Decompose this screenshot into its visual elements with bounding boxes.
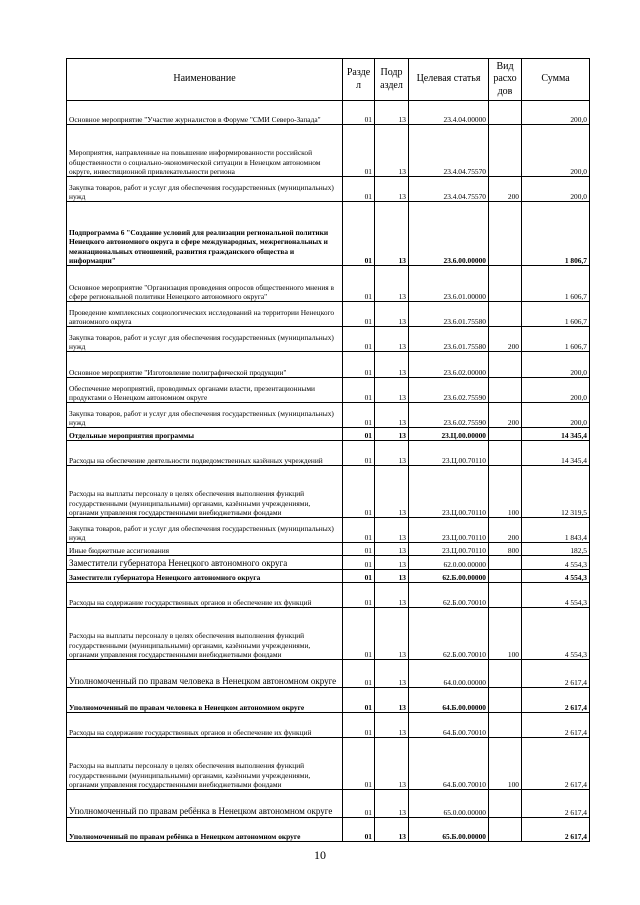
cell-expense-type: [489, 570, 522, 583]
table-header-row: [67, 59, 590, 101]
cell-podrazdel: 13: [375, 352, 409, 378]
cell-podrazdel: 13: [375, 660, 409, 688]
cell-sum: 1 606,7: [522, 327, 590, 352]
cell-target-article: 64.0.00.00000: [409, 660, 489, 688]
cell-expense-type: [489, 790, 522, 818]
cell-razdel: 01: [343, 266, 375, 302]
cell-razdel: 01: [343, 543, 375, 556]
cell-name: Отдельные мероприятия программы: [67, 428, 343, 441]
header-podrazdel: Подр аздел: [375, 59, 409, 101]
cell-sum: 12 319,5: [522, 466, 590, 518]
cell-expense-type: [489, 202, 522, 266]
cell-razdel: 01: [343, 327, 375, 352]
cell-sum: 200,0: [522, 352, 590, 378]
table-row: [67, 608, 590, 660]
table-row: [67, 177, 590, 202]
cell-expense-type: 100: [489, 608, 522, 660]
cell-podrazdel: 13: [375, 378, 409, 403]
table-row: [67, 101, 590, 125]
cell-razdel: 01: [343, 556, 375, 570]
cell-sum: 2 617,4: [522, 790, 590, 818]
cell-sum: 200,0: [522, 177, 590, 202]
cell-name: Уполномоченный по правам ребёнка в Ненецком автономном округе: [67, 818, 343, 842]
cell-name: Подпрограмма 6 "Создание условий для реализации региональной политики Ненецкого автономного округа в сфере международных, межрегиональных и межнациональных отношений, развития гражданского общества и информации": [67, 202, 343, 266]
table-row: [67, 352, 590, 378]
cell-sum: 14 345,4: [522, 428, 590, 441]
cell-sum: 200,0: [522, 403, 590, 428]
cell-expense-type: 800: [489, 543, 522, 556]
cell-podrazdel: 13: [375, 608, 409, 660]
table-row: [67, 428, 590, 441]
cell-target-article: 23.6.02.75590: [409, 378, 489, 403]
cell-razdel: 01: [343, 660, 375, 688]
cell-razdel: 01: [343, 818, 375, 842]
cell-target-article: 23.Ц.00.70110: [409, 518, 489, 543]
cell-expense-type: [489, 266, 522, 302]
cell-expense-type: 200: [489, 177, 522, 202]
cell-target-article: 62.Б.00.70010: [409, 608, 489, 660]
table-row: [67, 266, 590, 302]
table-row: [67, 543, 590, 556]
cell-razdel: 01: [343, 428, 375, 441]
cell-target-article: 62.0.00.00000: [409, 556, 489, 570]
cell-name: Закупка товаров, работ и услуг для обеспечения государственных (муниципальных) нужд: [67, 403, 343, 428]
cell-target-article: 64.Б.00.70010: [409, 738, 489, 790]
table-row: [67, 688, 590, 713]
cell-target-article: 62.Б.00.70010: [409, 583, 489, 608]
cell-name: Закупка товаров, работ и услуг для обеспечения государственных (муниципальных) нужд: [67, 518, 343, 543]
cell-razdel: 01: [343, 177, 375, 202]
table-row: [67, 125, 590, 177]
cell-name: Закупка товаров, работ и услуг для обеспечения государственных (муниципальных) нужд: [67, 327, 343, 352]
cell-name: Расходы на выплаты персоналу в целях обеспечения выполнения функций государственными (муниципальными) органами, казёнными учреждениями, органами управления государственными внебюджетными фондами: [67, 738, 343, 790]
cell-razdel: 01: [343, 713, 375, 738]
page-number: 10: [314, 848, 326, 862]
cell-razdel: 01: [343, 518, 375, 543]
cell-sum: 200,0: [522, 125, 590, 177]
cell-sum: 1 843,4: [522, 518, 590, 543]
cell-target-article: 23.Ц.00.70110: [409, 543, 489, 556]
table-row: [67, 403, 590, 428]
cell-name: Расходы на выплаты персоналу в целях обеспечения выполнения функций государственными (муниципальными) органами, казёнными учреждениями, органами управления государственными внебюджетными фондами: [67, 466, 343, 518]
cell-expense-type: 200: [489, 327, 522, 352]
table-row: [67, 378, 590, 403]
cell-name: Заместители губернатора Ненецкого автономного округа: [67, 570, 343, 583]
header-expense-type: Вид расхо дов: [489, 59, 522, 101]
cell-podrazdel: 13: [375, 466, 409, 518]
table-row: [67, 556, 590, 570]
cell-sum: 1 806,7: [522, 202, 590, 266]
cell-name: Расходы на содержание государственных органов и обеспечение их функций: [67, 713, 343, 738]
cell-sum: 14 345,4: [522, 441, 590, 466]
cell-expense-type: [489, 101, 522, 125]
cell-sum: 182,5: [522, 543, 590, 556]
cell-podrazdel: 13: [375, 790, 409, 818]
cell-podrazdel: 13: [375, 713, 409, 738]
cell-razdel: 01: [343, 466, 375, 518]
cell-target-article: 23.4.04.75570: [409, 177, 489, 202]
cell-sum: 2 617,4: [522, 660, 590, 688]
cell-expense-type: 100: [489, 466, 522, 518]
cell-podrazdel: 13: [375, 177, 409, 202]
cell-sum: 1 606,7: [522, 266, 590, 302]
cell-podrazdel: 13: [375, 428, 409, 441]
cell-razdel: 01: [343, 125, 375, 177]
cell-podrazdel: 13: [375, 738, 409, 790]
cell-target-article: 23.6.01.75580: [409, 327, 489, 352]
cell-expense-type: [489, 302, 522, 327]
cell-podrazdel: 13: [375, 583, 409, 608]
cell-sum: 2 617,4: [522, 688, 590, 713]
cell-razdel: 01: [343, 790, 375, 818]
cell-podrazdel: 13: [375, 543, 409, 556]
cell-expense-type: [489, 556, 522, 570]
cell-expense-type: [489, 352, 522, 378]
table-row: [67, 818, 590, 842]
budget-table: [66, 58, 590, 842]
table-row: [67, 302, 590, 327]
cell-razdel: 01: [343, 378, 375, 403]
table-row: [67, 660, 590, 688]
cell-target-article: 65.Б.00.00000: [409, 818, 489, 842]
cell-name: Уполномоченный по правам человека в Ненецком автономном округе: [67, 660, 343, 688]
cell-name: Расходы на содержание государственных органов и обеспечение их функций: [67, 583, 343, 608]
cell-podrazdel: 13: [375, 202, 409, 266]
table-row: [67, 202, 590, 266]
cell-target-article: 64.Б.00.70010: [409, 713, 489, 738]
cell-expense-type: [489, 428, 522, 441]
cell-podrazdel: 13: [375, 518, 409, 543]
cell-sum: 2 617,4: [522, 818, 590, 842]
cell-name: Закупка товаров, работ и услуг для обеспечения государственных (муниципальных) нужд: [67, 177, 343, 202]
cell-expense-type: [489, 583, 522, 608]
cell-expense-type: [489, 660, 522, 688]
cell-razdel: 01: [343, 688, 375, 713]
table-row: [67, 738, 590, 790]
cell-razdel: 01: [343, 608, 375, 660]
cell-sum: 1 606,7: [522, 302, 590, 327]
cell-expense-type: [489, 713, 522, 738]
cell-expense-type: [489, 378, 522, 403]
cell-target-article: 23.6.01.75580: [409, 302, 489, 327]
cell-razdel: 01: [343, 583, 375, 608]
cell-target-article: 23.4.04.75570: [409, 125, 489, 177]
cell-podrazdel: 13: [375, 403, 409, 428]
table-row: [67, 790, 590, 818]
cell-target-article: 23.6.02.00000: [409, 352, 489, 378]
cell-name: Заместители губернатора Ненецкого автономного округа: [67, 556, 343, 570]
table-row: [67, 466, 590, 518]
cell-expense-type: 100: [489, 738, 522, 790]
cell-sum: 2 617,4: [522, 713, 590, 738]
table-row: [67, 583, 590, 608]
cell-name: Уполномоченный по правам ребёнка в Ненецком автономном округе: [67, 790, 343, 818]
cell-expense-type: [489, 441, 522, 466]
cell-razdel: 01: [343, 441, 375, 466]
cell-sum: 200,0: [522, 101, 590, 125]
cell-razdel: 01: [343, 570, 375, 583]
header-sum: Сумма: [522, 59, 590, 101]
cell-podrazdel: 13: [375, 556, 409, 570]
table-row: [67, 570, 590, 583]
table-row: [67, 518, 590, 543]
cell-target-article: 23.6.01.00000: [409, 266, 489, 302]
table-row: [67, 327, 590, 352]
cell-name: Обеспечение мероприятий, проводимых органами власти, презентационными продуктами о Ненецком автономном округе: [67, 378, 343, 403]
cell-sum: 4 554,3: [522, 556, 590, 570]
cell-name: Основное мероприятие "Участие журналистов в Форуме "СМИ Северо-Запада": [67, 101, 343, 125]
cell-expense-type: [489, 688, 522, 713]
cell-expense-type: [489, 125, 522, 177]
cell-name: Основное мероприятие "Организация проведения опросов общественного мнения в сфере региональной политики Ненецкого автономного округа": [67, 266, 343, 302]
cell-name: Иные бюджетные ассигнования: [67, 543, 343, 556]
cell-name: Расходы на обеспечение деятельности подведомственных казённых учреждений: [67, 441, 343, 466]
cell-razdel: 01: [343, 403, 375, 428]
cell-podrazdel: 13: [375, 302, 409, 327]
cell-name: Мероприятия, направленные на повышение информированности российской общественности о социально-экономической ситуации в Ненецком автономном округе, инвестиционной привлекательности региона: [67, 125, 343, 177]
cell-name: Проведение комплексных социологических исследований на территории Ненецкого автономного округа: [67, 302, 343, 327]
cell-name: Расходы на выплаты персоналу в целях обеспечения выполнения функций государственными (муниципальными) органами, казёнными учреждениями, органами управления государственными внебюджетными фондами: [67, 608, 343, 660]
cell-sum: 4 554,3: [522, 608, 590, 660]
cell-podrazdel: 13: [375, 125, 409, 177]
table-row: [67, 713, 590, 738]
cell-target-article: 64.Б.00.00000: [409, 688, 489, 713]
cell-target-article: 23.6.00.00000: [409, 202, 489, 266]
header-name: Наименование: [67, 59, 343, 101]
cell-razdel: 01: [343, 738, 375, 790]
cell-target-article: 65.0.00.00000: [409, 790, 489, 818]
cell-target-article: 23.6.02.75590: [409, 403, 489, 428]
cell-podrazdel: 13: [375, 441, 409, 466]
header-razdel: Разде л: [343, 59, 375, 101]
cell-podrazdel: 13: [375, 688, 409, 713]
cell-expense-type: 200: [489, 403, 522, 428]
cell-name: Основное мероприятие "Изготовление полиграфической продукции": [67, 352, 343, 378]
header-target-article: Целевая статья: [409, 59, 489, 101]
cell-expense-type: 200: [489, 518, 522, 543]
cell-target-article: 62.Б.00.00000: [409, 570, 489, 583]
cell-podrazdel: 13: [375, 327, 409, 352]
cell-podrazdel: 13: [375, 818, 409, 842]
cell-target-article: 23.4.04.00000: [409, 101, 489, 125]
cell-sum: 200,0: [522, 378, 590, 403]
cell-sum: 2 617,4: [522, 738, 590, 790]
cell-podrazdel: 13: [375, 101, 409, 125]
cell-razdel: 01: [343, 202, 375, 266]
cell-expense-type: [489, 818, 522, 842]
cell-podrazdel: 13: [375, 570, 409, 583]
cell-podrazdel: 13: [375, 266, 409, 302]
table-row: [67, 441, 590, 466]
cell-sum: 4 554,3: [522, 570, 590, 583]
cell-target-article: 23.Ц.00.70110: [409, 441, 489, 466]
cell-target-article: 23.Ц.00.70110: [409, 466, 489, 518]
cell-razdel: 01: [343, 352, 375, 378]
cell-razdel: 01: [343, 101, 375, 125]
cell-target-article: 23.Ц.00.00000: [409, 428, 489, 441]
cell-sum: 4 554,3: [522, 583, 590, 608]
cell-name: Уполномоченный по правам человека в Ненецком автономном округе: [67, 688, 343, 713]
cell-razdel: 01: [343, 302, 375, 327]
